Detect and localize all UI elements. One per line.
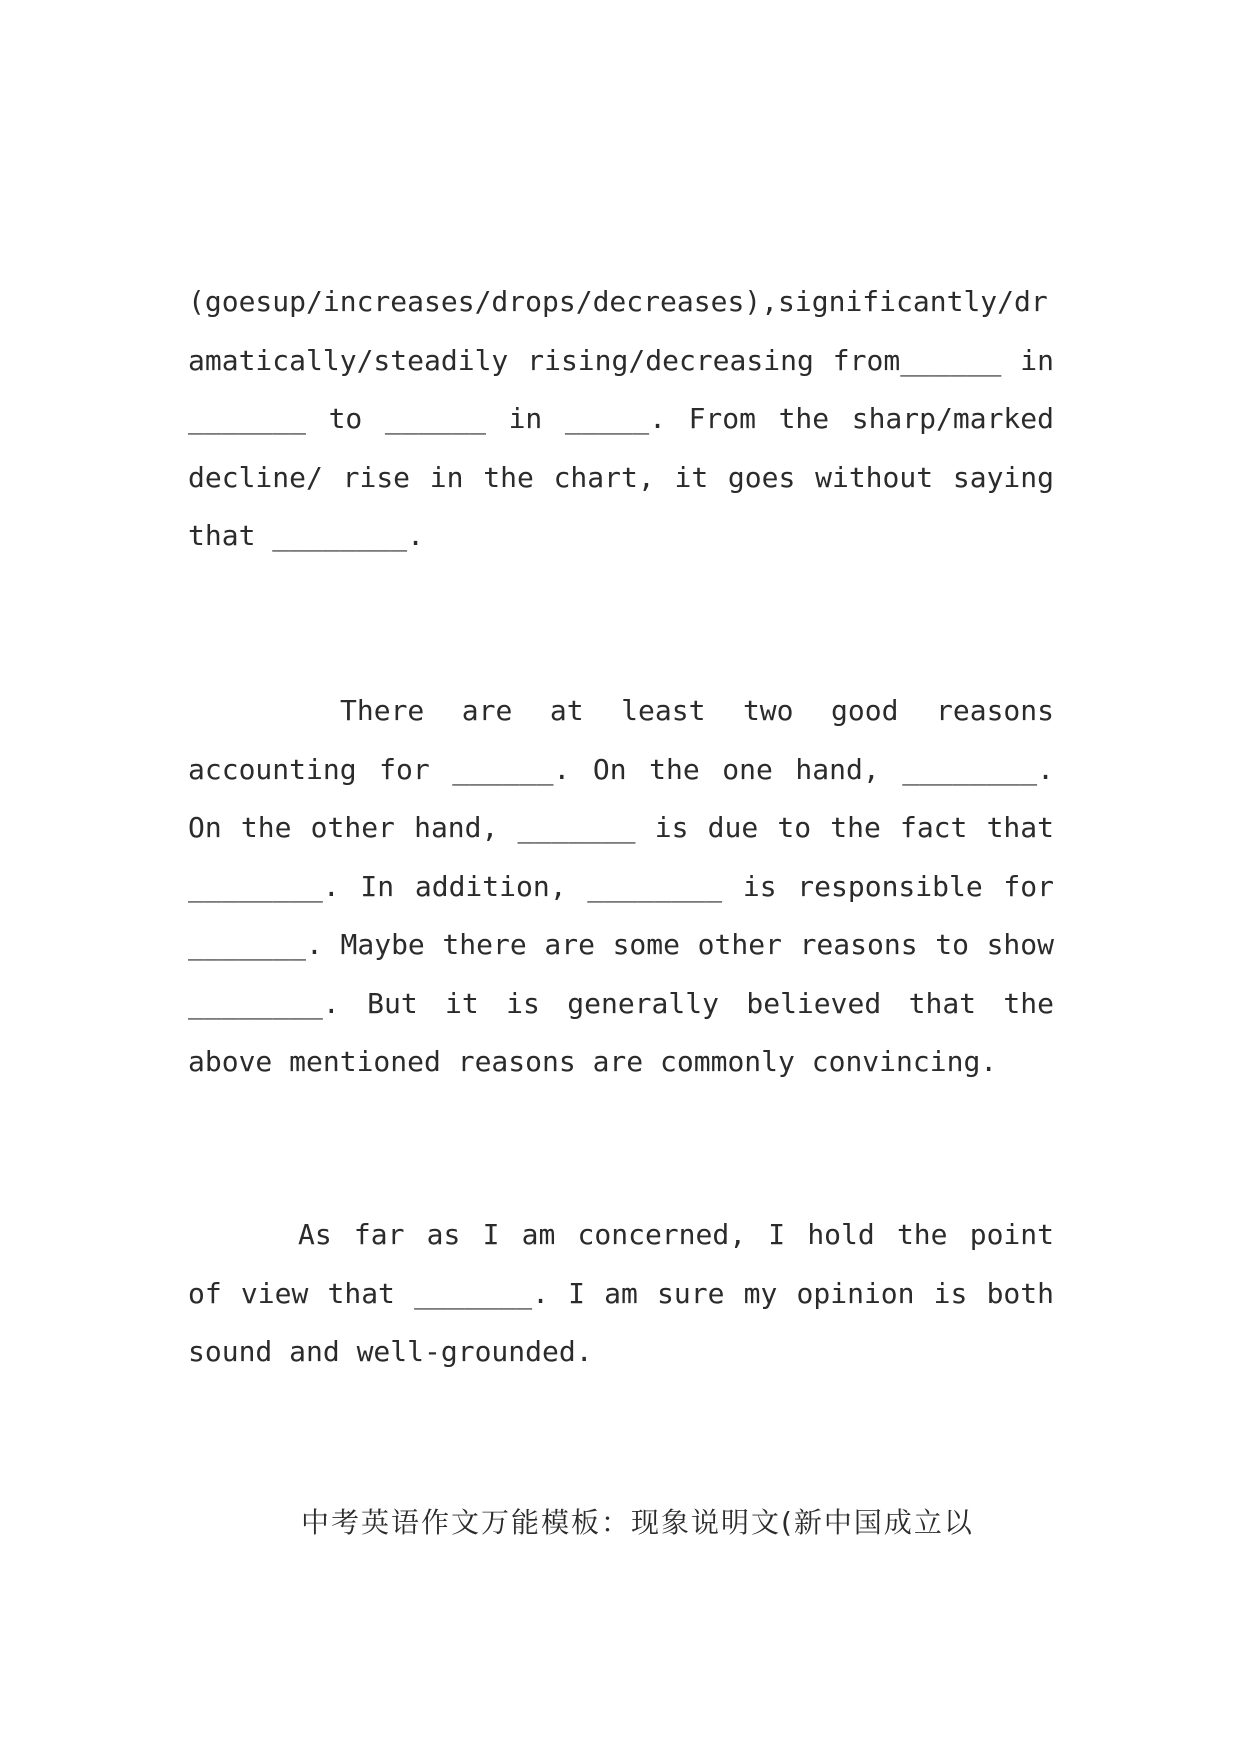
paragraph-conclusion: As far as I am concerned, I hold the point of view that _______. I am sure my opinion is both sound and well-grounded. [188, 1218, 1054, 1368]
paragraph-reasons: There are at least two good reasons accounting for ______. On the one hand, ________. On the other hand, _______ is due to the fact that ________. In addition, ________ is responsible for _______. Maybe there are some other reasons to show ________. But it is generally believed that the above mentioned reasons are commonly convincing. [188, 694, 1054, 1078]
paragraph-trend-description: (goesup/increases/drops/decreases),significantly/dramatically/steadily rising/decreasing from______ in _______ to ______ in _____. From the sharp/marked decline/ rise in the chart, it goes without saying that ________. [188, 285, 1054, 552]
section-heading-chinese: 中考英语作文万能模板：现象说明文(新中国成立以 [301, 1506, 974, 1539]
